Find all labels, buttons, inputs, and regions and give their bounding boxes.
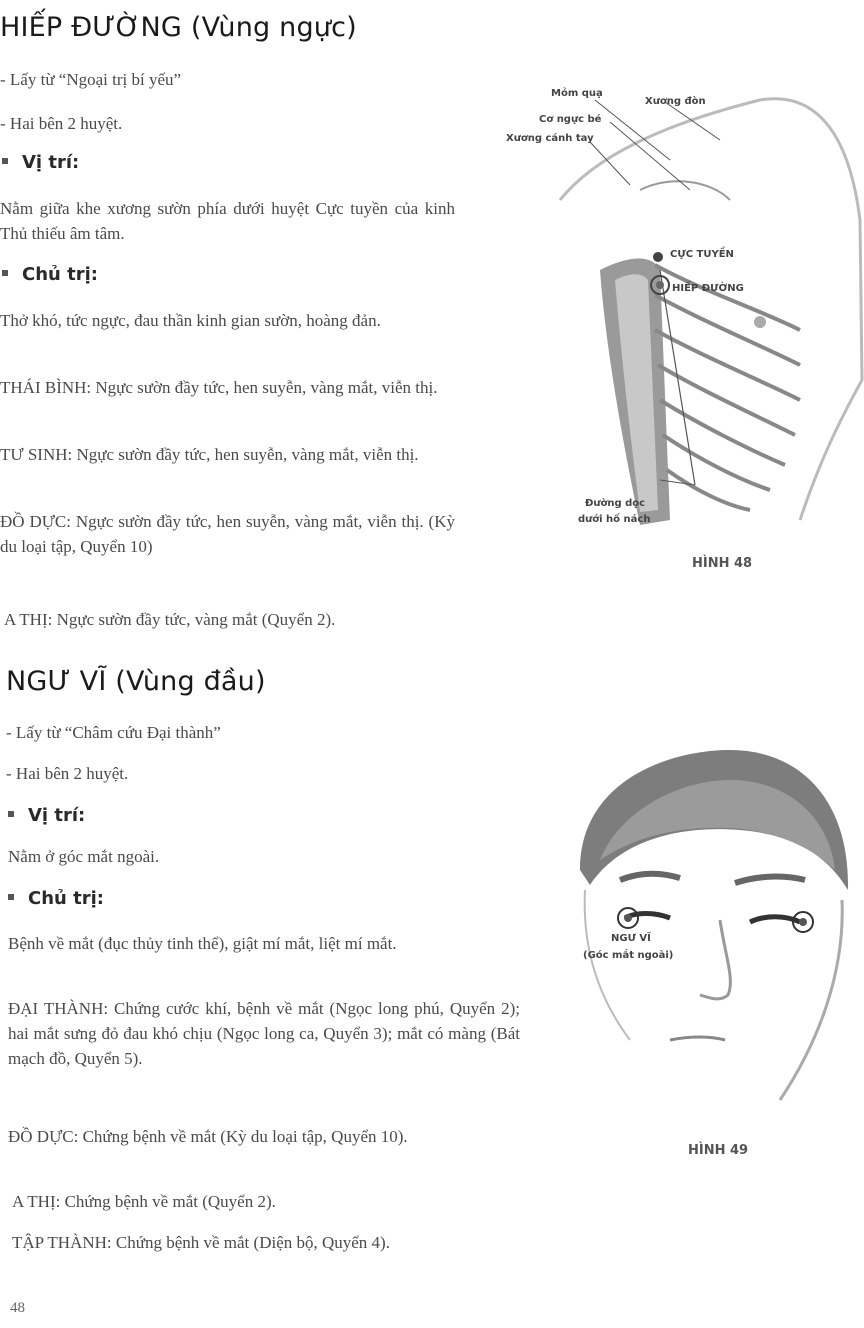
label-duong-doc: Đường dọc [585,498,646,509]
chutri-heading: Chủ trị: [2,264,98,285]
chutri-para: A THỊ: Chứng bệnh về mắt (Quyển 2). [12,1192,276,1211]
label-goc-mat: (Góc mắt ngoài) [583,950,674,961]
chutri-heading: Chủ trị: [8,888,104,909]
chutri-para: A THỊ: Ngực sườn đầy tức, vàng mắt (Quyển 2). [4,610,336,629]
chutri-para: Bệnh về mắt (đục thủy tinh thể), giật mí mắt, liệt mí mắt. [8,934,397,953]
chutri-para: ĐỒ DỰC: Chứng bệnh về mắt (Kỳ du loại tập, Quyển 10). [8,1127,408,1146]
label-co-nguc-be: Cơ ngực bé [539,114,602,125]
figure-caption: HÌNH 49 [688,1143,749,1158]
label-mom-qua: Mỏm quạ [551,88,603,99]
chutri-para: ĐẠI THÀNH: Chứng cước khí, bệnh về mắt (Ngọc long phú, Quyển 2); hai mắt sưng đỏ đau khó chịu (Ngọc long ca, Quyển 3); mắt có màng (Bát mạch đồ, Quyển 5). [8,999,520,1068]
source-line: - Lấy từ “Ngoại trị bí yếu” [0,70,182,89]
bullet-icon [2,270,8,276]
chutri-para: TẬP THÀNH: Chứng bệnh về mắt (Diện bộ, Quyển 4). [12,1233,390,1252]
bullet-icon [8,811,14,817]
vitri-text: Nằm giữa khe xương sườn phía dưới huyệt Cực tuyền của kinh Thủ thiếu âm tâm. [0,199,455,243]
vitri-heading: Vị trí: [8,805,85,826]
bullet-icon [2,158,8,164]
page-number: 48 [10,1300,25,1316]
chutri-para: ĐỒ DỰC: Ngực sườn đầy tức, hen suyễn, vàng mắt, viễn thị. (Kỳ du loại tập, Quyển 10) [0,512,455,556]
bullet-icon [8,894,14,900]
chutri-para: TƯ SINH: Ngực sườn đầy tức, hen suyễn, vàng mắt, viễn thị. [0,445,419,464]
section-title-hiep-duong: HIẾP ĐƯỜNG (Vùng ngực) [0,12,357,43]
label-hiep-duong: HIẾP ĐƯỜNG [672,283,744,294]
vitri-text: Nằm ở góc mắt ngoài. [8,847,160,866]
label-duoi-ho-nach: dưới hố nách [578,514,651,525]
cuc-tuyen-point [653,252,663,262]
figure-caption: HÌNH 48 [692,556,753,571]
face-illustration [560,740,860,1120]
label-xuong-don: Xương đòn [645,96,706,107]
label-ngu-vi: NGƯ VĨ [611,933,651,944]
count-line: - Hai bên 2 huyệt. [6,764,129,783]
section-title-ngu-vi: NGƯ VĨ (Vùng đầu) [6,666,266,697]
chutri-para: Thở khó, tức ngực, đau thần kinh gian sườn, hoàng đản. [0,311,381,330]
chutri-para: THÁI BÌNH: Ngực sườn đầy tức, hen suyễn, vàng mắt, viễn thị. [0,378,438,397]
label-xuong-canh-tay: Xương cánh tay [506,133,594,144]
count-line: - Hai bên 2 huyệt. [0,114,123,133]
source-line: - Lấy từ “Châm cứu Đại thành” [6,723,221,742]
label-cuc-tuyen: CỰC TUYỀN [670,249,734,260]
vitri-heading: Vị trí: [2,152,79,173]
chest-illustration [500,80,864,550]
